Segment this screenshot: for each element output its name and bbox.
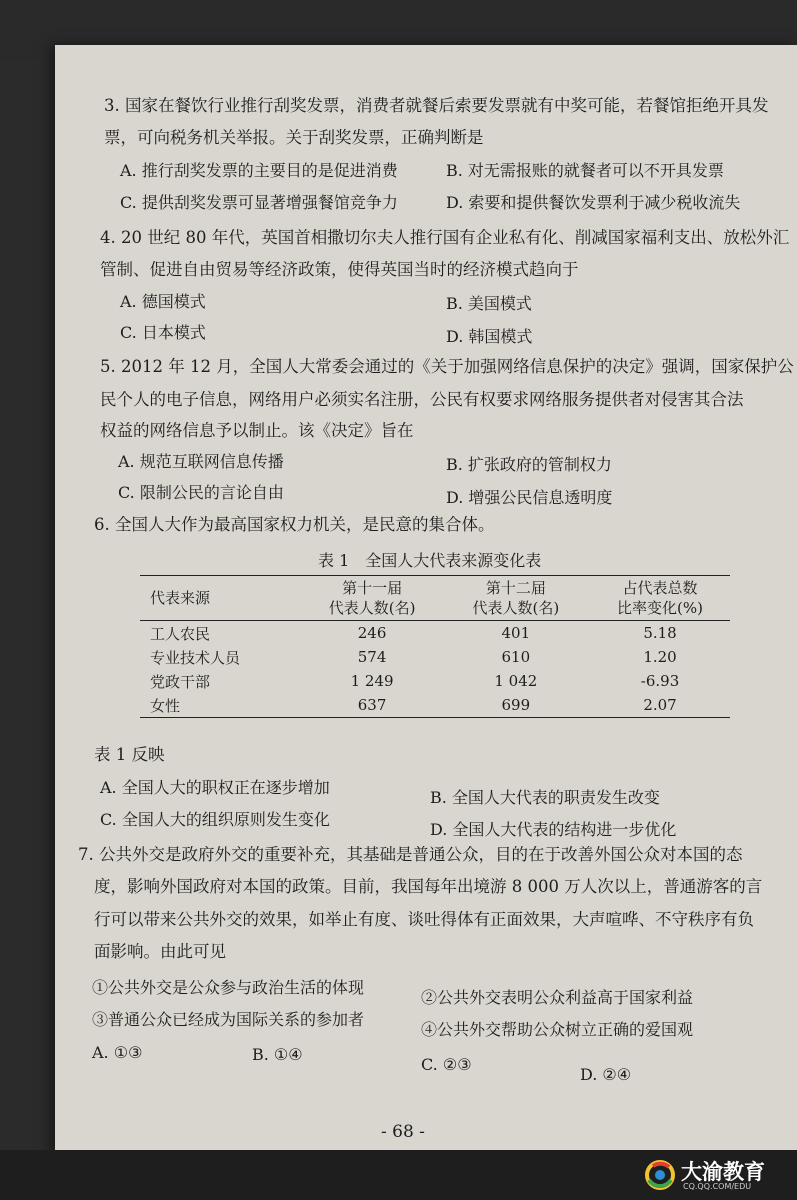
- q3-option-a: A. 推行刮奖发票的主要目的是促进消费: [120, 161, 398, 180]
- q3-option-d: D. 索要和提供餐饮发票利于减少税收流失: [446, 193, 741, 212]
- q4-stem-line1: 4. 20 世纪 80 年代，英国首相撒切尔夫人推行国有企业私有化、削减国家福利支出、放松外汇: [100, 228, 790, 247]
- q5-option-a: A. 规范互联网信息传播: [118, 452, 284, 471]
- q6-option-c: C. 全国人大的组织原则发生变化: [100, 810, 330, 829]
- q7-statement-3: ③普通公众已经成为国际关系的参加者: [92, 1010, 365, 1029]
- q4-option-b: B. 美国模式: [446, 294, 532, 313]
- q6-option-a: A. 全国人大的职权正在逐步增加: [100, 778, 330, 797]
- table-cell: 党政干部: [150, 672, 211, 691]
- representatives-table: [140, 575, 730, 718]
- table-cell: -6.93: [640, 672, 680, 690]
- table-cell: 699: [501, 696, 531, 714]
- watermark-brand: 大渝教育: [681, 1160, 765, 1184]
- q4-option-a: A. 德国模式: [120, 292, 206, 311]
- q5-option-c: C. 限制公民的言论自由: [118, 483, 284, 502]
- q5-stem-line2: 民个人的电子信息，网络用户必须实名注册，公民有权要求网络服务提供者对侵害其合法: [100, 390, 744, 409]
- table-cell: 女性: [150, 696, 181, 715]
- watermark-logo: [645, 1155, 795, 1195]
- q7-stem-line3: 行可以带来公共外交的效果，如举止有度、谈吐得体有正面效果，大声喧哗、不守秩序有负: [94, 910, 754, 929]
- q4-option-c: C. 日本模式: [120, 323, 206, 342]
- q7-stem-line1: 7. 公共外交是政府外交的重要补充，其基础是普通公众，目的在于改善外国公众对本国的态: [78, 845, 743, 864]
- page-number: - 68 -: [381, 1122, 425, 1142]
- table-header-ratio-change: 占代表总数 比率变化(%): [617, 579, 703, 617]
- q3-option-b: B. 对无需报账的就餐者可以不开具发票: [446, 161, 724, 180]
- q5-option-b: B. 扩张政府的管制权力: [446, 455, 612, 474]
- table-header-row: [140, 576, 730, 621]
- q7-statement-4: ④公共外交帮助公众树立正确的爱国观: [421, 1020, 694, 1039]
- table-row: [140, 669, 730, 693]
- table-row: [140, 621, 730, 646]
- table-cell: 5.18: [643, 624, 677, 642]
- q7-statement-2: ②公共外交表明公众利益高于国家利益: [421, 988, 694, 1007]
- q7-statement-1: ①公共外交是公众参与政治生活的体现: [92, 978, 365, 997]
- table-cell: 专业技术人员: [150, 648, 241, 667]
- q6-option-b: B. 全国人大代表的职责发生改变: [430, 788, 660, 807]
- q6-stem-line1: 6. 全国人大作为最高国家权力机关，是民意的集合体。: [94, 515, 495, 534]
- q3-stem-line2: 票，可向税务机关举报。关于刮奖发票，正确判断是: [104, 128, 484, 147]
- table-cell: 2.07: [643, 696, 677, 714]
- table-cell: 637: [357, 696, 387, 714]
- q6-option-d: D. 全国人大代表的结构进一步优化: [430, 820, 677, 839]
- q5-stem-line1: 5. 2012 年 12 月，全国人大常委会通过的《关于加强网络信息保护的决定》强调，国家保护公: [100, 357, 794, 376]
- q4-stem-line2: 管制、促进自由贸易等经济政策，使得英国当时的经济模式趋向于: [100, 260, 579, 279]
- table-caption: 表 1 全国人大代表来源变化表: [318, 551, 542, 570]
- table-cell: 1 249: [350, 672, 394, 690]
- table-cell: 401: [501, 624, 531, 642]
- q4-option-d: D. 韩国模式: [446, 327, 533, 346]
- table-cell: 1.20: [643, 648, 677, 666]
- q7-option-c: C. ②③: [421, 1055, 472, 1074]
- table-header-11th: 第十一届 代表人数(名): [328, 579, 416, 617]
- table-cell: 610: [501, 648, 531, 666]
- q7-stem-line2: 度，影响外国政府对本国的政策。目前，我国每年出境游 8 000 万人次以上，普通游客的言: [94, 877, 763, 896]
- q6-stem-after-table: 表 1 反映: [94, 745, 165, 764]
- table-row: [140, 645, 730, 669]
- q3-option-c: C. 提供刮奖发票可显著增强餐馆竞争力: [120, 193, 398, 212]
- q5-stem-line3: 权益的网络信息予以制止。该《决定》旨在: [100, 421, 414, 440]
- q3-stem-line1: 3. 国家在餐饮行业推行刮奖发票，消费者就餐后索要发票就有中奖可能，若餐馆拒绝开具发: [104, 96, 769, 115]
- table-cell: 工人农民: [150, 624, 211, 643]
- table-header-source: 代表来源: [150, 589, 211, 607]
- table-cell: 246: [357, 624, 387, 642]
- brand-swirl-icon: [645, 1160, 675, 1190]
- q7-option-d: D. ②④: [580, 1065, 632, 1084]
- q7-stem-line4: 面影响。由此可见: [94, 942, 226, 961]
- watermark-url: CQ.QQ.COM/EDU: [683, 1182, 752, 1191]
- table-row: [140, 693, 730, 718]
- q7-option-b: B. ①④: [252, 1045, 303, 1064]
- table-cell: 574: [357, 648, 387, 666]
- q5-option-d: D. 增强公民信息透明度: [446, 488, 613, 507]
- q7-option-a: A. ①③: [92, 1043, 143, 1062]
- table-cell: 1 042: [494, 672, 538, 690]
- table-header-12th: 第十二届 代表人数(名): [472, 579, 560, 617]
